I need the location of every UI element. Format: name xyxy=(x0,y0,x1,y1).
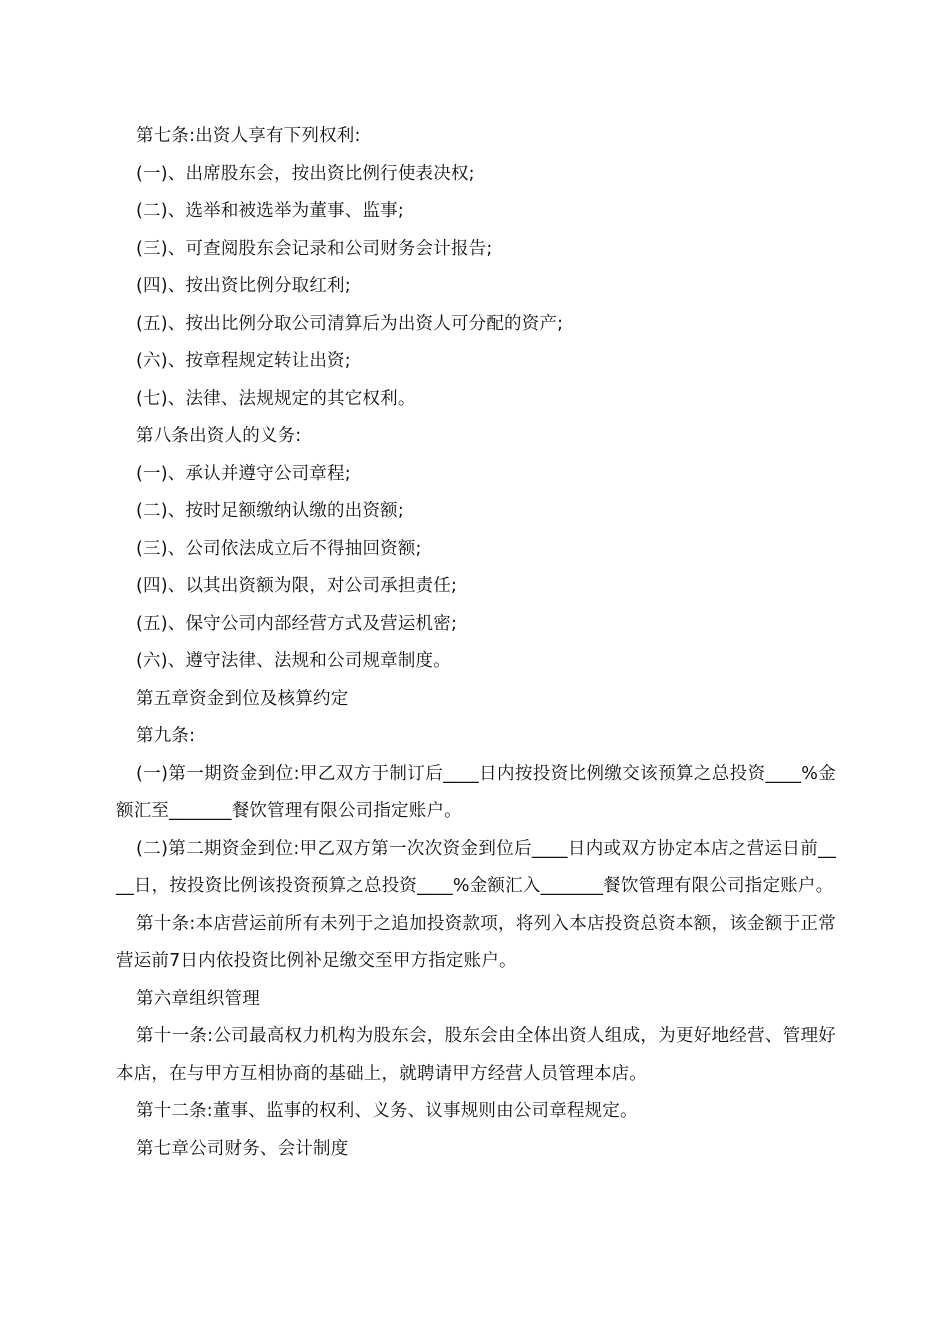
article-7-heading: 第七条:出资人享有下列权利: xyxy=(136,126,361,146)
article-8-item-2: (二)、按时足额缴纳认缴的出资额; xyxy=(136,501,404,521)
article-7-item-5: (五)、按出比例分取公司清算后为出资人可分配的资产; xyxy=(136,313,564,334)
article-7-item-7: (七)、法律、法规规定的其它权利。 xyxy=(136,388,416,409)
article-7-item-1: (一)、出席股东会，按出资比例行使表决权; xyxy=(136,163,475,184)
chapter-6-heading: 第六章组织管理 xyxy=(136,988,260,1009)
article-8-item-4: (四)、以其出资额为限，对公司承担责任; xyxy=(136,576,458,596)
article-7-item-3: (三)、可查阅股东会记录和公司财务会计报告; xyxy=(136,238,493,259)
article-9-item-2: (二)第二期资金到位:甲乙双方第一次次资金到位后____日内或双方协定本店之营运日前____日，按投资比例该投资预算之总投资____%金额汇入_______餐饮管理有限公司指定账户。 xyxy=(116,838,836,896)
article-10: 第十条:本店营运前所有未列于之追加投资款项，将列入本店投资总资本额，该金额于正常营运前7日内依投资比例补足缴交至甲方指定账户。 xyxy=(116,913,836,971)
article-11: 第十一条:公司最高权力机构为股东会，股东会由全体出资人组成，为更好地经营、管理好本店，在与甲方互相协商的基础上，就聘请甲方经营人员管理本店。 xyxy=(116,1026,836,1084)
article-8-heading: 第八条出资人的义务: xyxy=(136,426,302,446)
article-8-item-5: (五)、保守公司内部经营方式及营运机密; xyxy=(136,613,458,634)
article-7-item-2: (二)、选举和被选举为董事、监事; xyxy=(136,201,404,221)
article-7-item-6: (六)、按章程规定转让出资; xyxy=(136,351,351,371)
article-8-item-3: (三)、公司依法成立后不得抽回资额; xyxy=(136,538,422,559)
article-12: 第十二条:董事、监事的权利、义务、议事规则由公司章程规定。 xyxy=(136,1101,638,1121)
article-8-item-6: (六)、遵守法律、法规和公司规章制度。 xyxy=(136,651,451,671)
article-8-item-1: (一)、承认并遵守公司章程; xyxy=(136,463,351,484)
chapter-7-heading: 第七章公司财务、会计制度 xyxy=(136,1138,349,1159)
chapter-5-heading: 第五章资金到位及核算约定 xyxy=(136,688,349,709)
article-7-item-4: (四)、按出资比例分取红利; xyxy=(136,276,351,296)
document-body xyxy=(116,118,836,1168)
article-9-heading: 第九条: xyxy=(136,726,196,746)
article-9-item-1: (一)第一期资金到位:甲乙双方于制订后____日内按投资比例缴交该预算之总投资____%金额汇至_______餐饮管理有限公司指定账户。 xyxy=(116,763,836,821)
